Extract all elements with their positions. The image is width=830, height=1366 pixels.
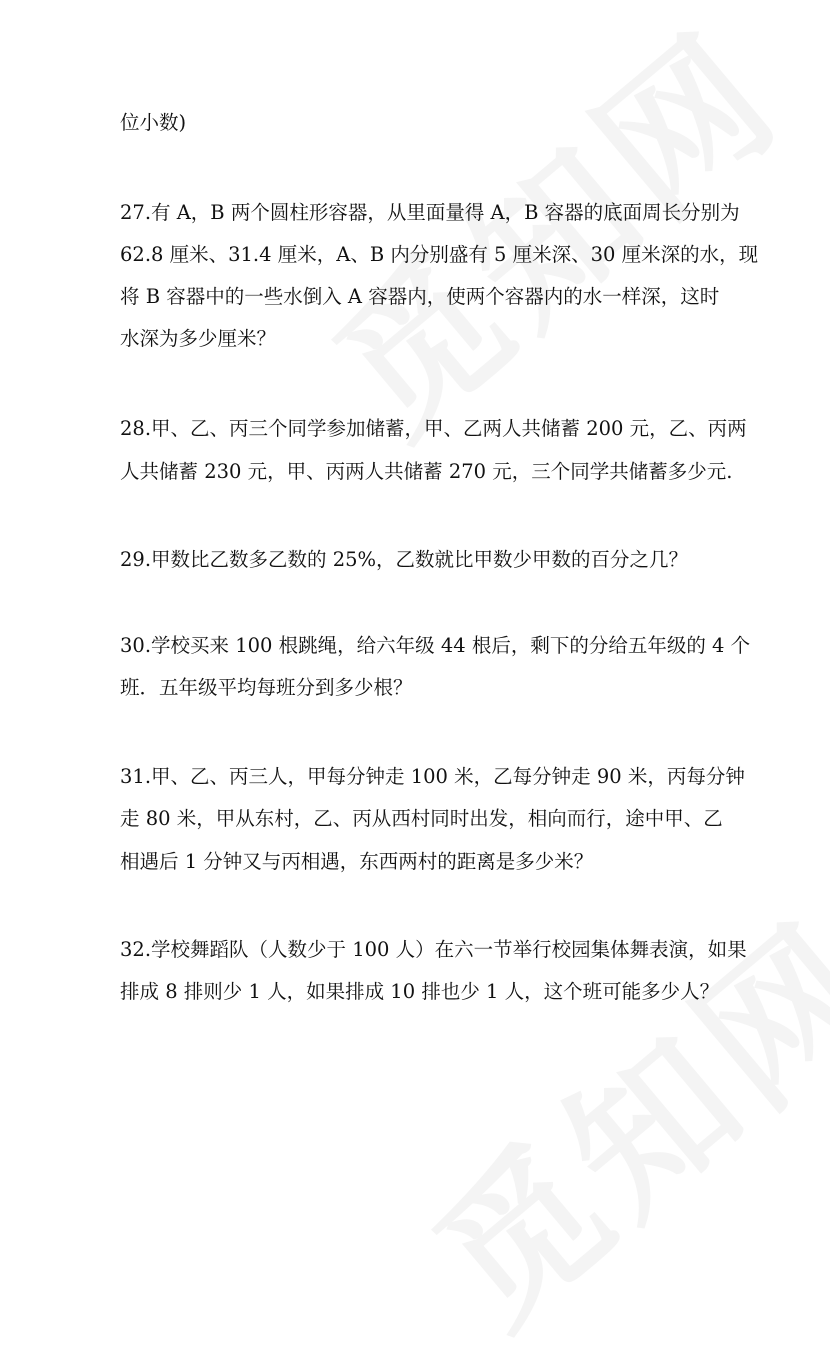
question-line: 31.甲、乙、丙三人，甲每分钟走 100 米，乙每分钟走 90 米，丙每分钟 [120, 765, 745, 788]
question-line: 人共储蓄 230 元，甲、丙两人共储蓄 270 元，三个同学共储蓄多少元. [120, 460, 733, 483]
question-line: 水深为多少厘米？ [120, 327, 277, 350]
question-line: 27.有 A，B 两个圆柱形容器，从里面量得 A，B 容器的底面周长分别为 [120, 201, 740, 224]
question-line: 32.学校舞蹈队（人数少于 100 人）在六一节举行校园集体舞表演，如果 [120, 938, 747, 961]
question-line: 29.甲数比乙数多乙数的 25%，乙数就比甲数少甲数的百分之几？ [120, 548, 689, 571]
question-line: 相遇后 1 分钟又与丙相遇，东西两村的距离是多少米？ [120, 850, 594, 873]
question-line: 将 B 容器中的一些水倒入 A 容器内，使两个容器内的水一样深，这时 [120, 285, 720, 308]
question-line: 走 80 米，甲从东村，乙、丙从西村同时出发，相向而行，途中甲、乙 [120, 807, 723, 830]
question-line: 28.甲、乙、丙三个同学参加储蓄，甲、乙两人共储蓄 200 元，乙、丙两 [120, 417, 747, 440]
question-line: 班．五年级平均每班分到多少根？ [120, 676, 413, 699]
question-line: 30.学校买来 100 根跳绳，给六年级 44 根后，剩下的分给五年级的 4 个 [120, 634, 751, 657]
watermark [280, 0, 819, 476]
question-line: 62.8 厘米、31.4 厘米，A、B 内分别盛有 5 厘米深、30 厘米深的水，现 [120, 243, 759, 266]
fragment-line: 位小数) [120, 111, 187, 134]
question-line: 排成 8 排则少 1 人，如果排成 10 排也少 1 人，这个班可能多少人？ [120, 980, 720, 1003]
